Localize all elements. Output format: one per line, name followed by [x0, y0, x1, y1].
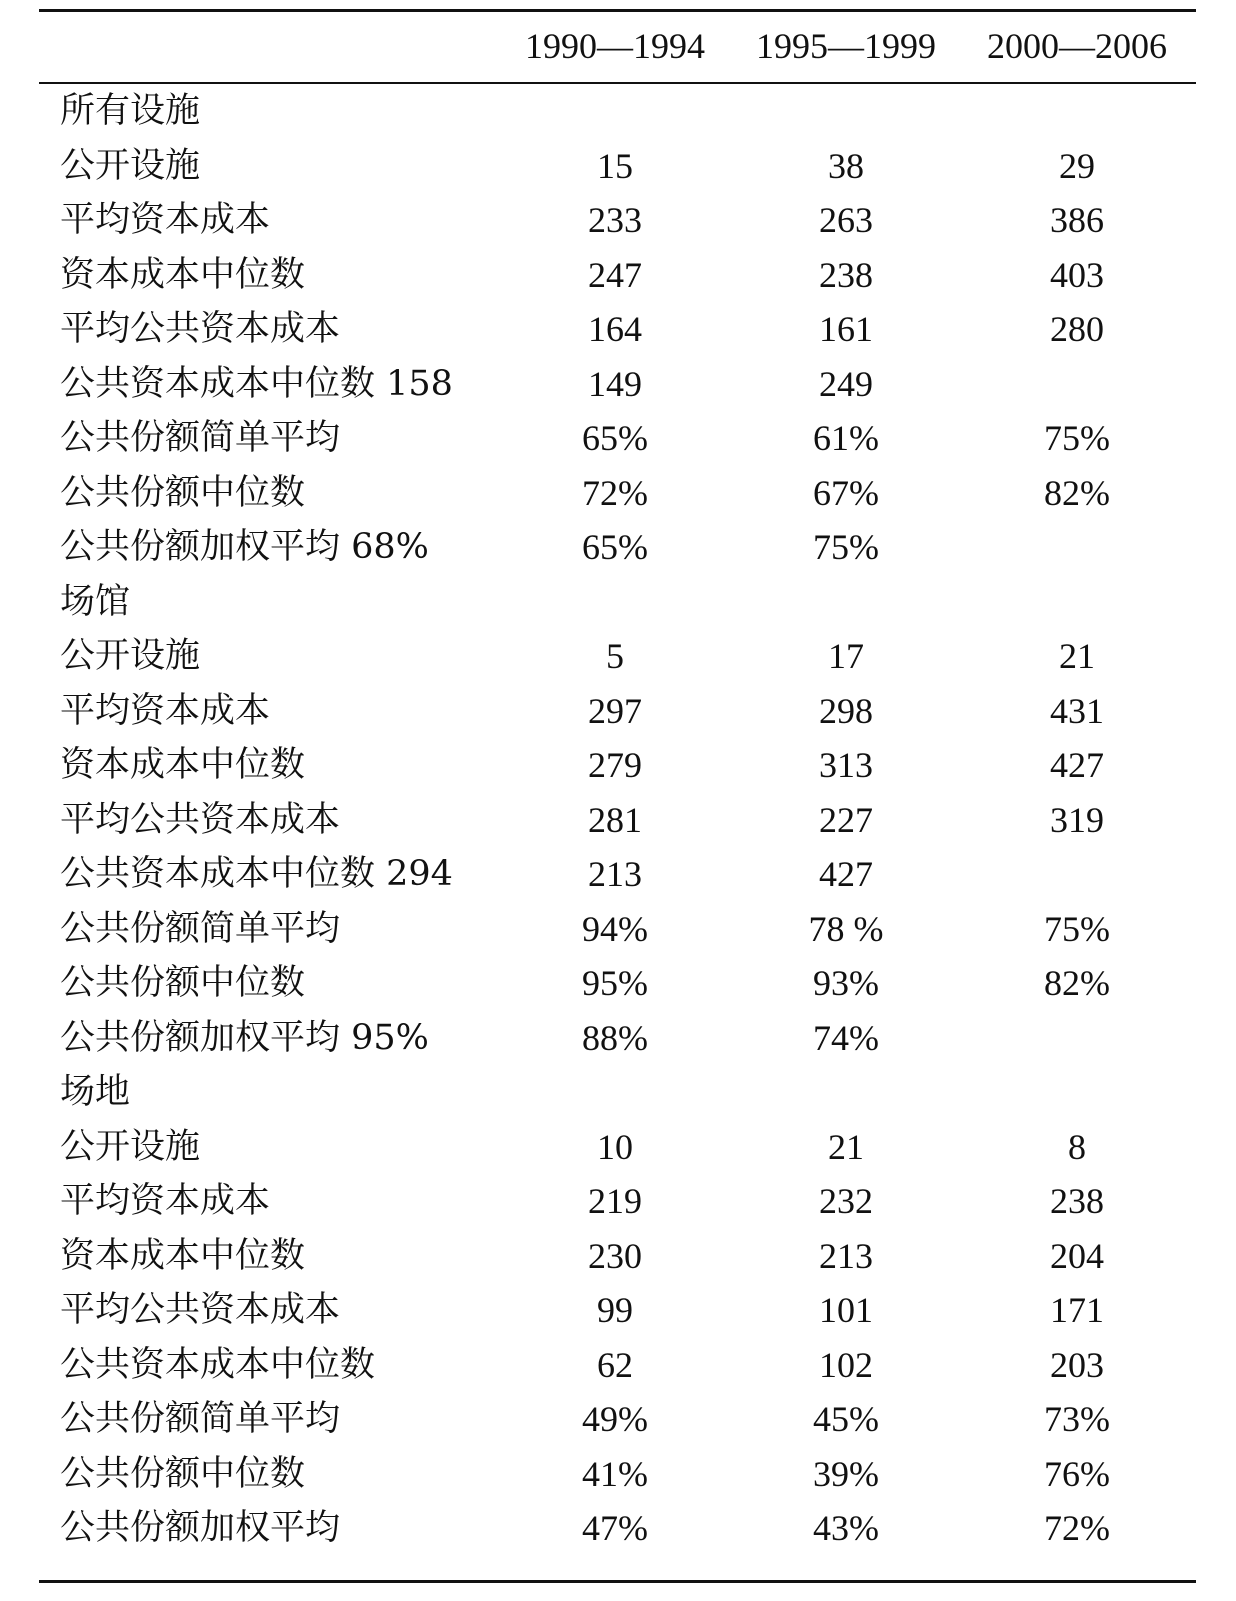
row-label: 平均资本成本	[60, 1181, 271, 1221]
table-row	[0, 193, 1236, 247]
table-cell: 82%	[1044, 963, 1110, 1003]
row-label: 公开设施	[60, 146, 201, 186]
table-row	[0, 902, 1236, 956]
table-cell: 386	[1050, 200, 1104, 240]
row-label: 公共份额中位数	[60, 473, 306, 513]
table-cell	[961, 1011, 1193, 1065]
table-cell: 249	[819, 364, 873, 404]
table-cell: 213	[819, 1236, 873, 1276]
table-cell: 76%	[1044, 1454, 1110, 1494]
table-cell: 297	[588, 691, 642, 731]
table-cell: 47%	[582, 1508, 648, 1548]
table-row	[0, 1501, 1236, 1555]
table-cell: 233	[588, 200, 642, 240]
table-bottom-rule	[39, 1580, 1196, 1583]
table-cell: 161	[819, 309, 873, 349]
table-cell: 94%	[582, 909, 648, 949]
table-row	[0, 357, 1236, 411]
table-cell: 88%	[582, 1018, 648, 1058]
row-label: 公共份额简单平均	[60, 909, 341, 949]
table-row	[0, 1065, 1236, 1119]
table-cell: 247	[588, 255, 642, 295]
table-cell: 21	[1059, 636, 1095, 676]
table-cell: 95%	[582, 963, 648, 1003]
table-cell	[961, 357, 1193, 411]
table-cell	[961, 84, 1193, 138]
table-cell: 21	[828, 1127, 864, 1167]
table-cell: 227	[819, 800, 873, 840]
table-cell: 72%	[582, 473, 648, 513]
table-cell: 75%	[1044, 418, 1110, 458]
row-label: 公共份额简单平均	[60, 418, 341, 458]
table-row	[0, 1447, 1236, 1501]
table-cell: 230	[588, 1236, 642, 1276]
table-cell: 43%	[813, 1508, 879, 1548]
table-cell	[730, 84, 962, 138]
table-cell: 38	[828, 146, 864, 186]
row-label: 平均资本成本	[60, 200, 271, 240]
table-cell: 213	[588, 854, 642, 894]
row-label: 公共份额加权平均	[60, 1508, 341, 1548]
table-row	[0, 1338, 1236, 1392]
table-row	[0, 1283, 1236, 1337]
table-cell	[961, 1065, 1193, 1119]
table-cell	[730, 1065, 962, 1119]
row-label: 所有设施	[60, 91, 201, 131]
table-cell: 17	[828, 636, 864, 676]
table-cell	[730, 575, 962, 629]
table-cell: 78 %	[808, 909, 884, 949]
table-cell: 15	[597, 146, 633, 186]
table-row	[0, 248, 1236, 302]
column-header-1995-1999: 1995—1999	[756, 26, 936, 66]
table-cell: 279	[588, 745, 642, 785]
table-cell: 238	[1050, 1181, 1104, 1221]
table-cell: 67%	[813, 473, 879, 513]
table-row	[0, 793, 1236, 847]
row-label: 资本成本中位数	[60, 255, 306, 295]
table-row	[0, 1011, 1236, 1065]
table-cell: 219	[588, 1181, 642, 1221]
table-row	[0, 1229, 1236, 1283]
table-cell: 62	[597, 1345, 633, 1385]
column-header-2000-2006: 2000—2006	[987, 26, 1167, 66]
table-cell: 75%	[813, 527, 879, 567]
table-cell: 403	[1050, 255, 1104, 295]
table-row	[0, 139, 1236, 193]
table-cell: 65%	[582, 527, 648, 567]
table-cell: 164	[588, 309, 642, 349]
table-cell: 101	[819, 1290, 873, 1330]
row-label: 平均资本成本	[60, 691, 271, 731]
table-cell: 203	[1050, 1345, 1104, 1385]
row-label: 场地	[60, 1072, 131, 1112]
row-label: 公共份额中位数	[60, 963, 306, 1003]
table-cell: 75%	[1044, 909, 1110, 949]
table-cell: 8	[1068, 1127, 1086, 1167]
table-row	[0, 629, 1236, 683]
row-label: 公开设施	[60, 636, 201, 676]
table-row	[0, 847, 1236, 901]
row-label: 平均公共资本成本	[60, 1290, 341, 1330]
table-cell: 74%	[813, 1018, 879, 1058]
row-label: 公共资本成本中位数	[60, 1345, 376, 1385]
table-cell: 73%	[1044, 1399, 1110, 1439]
table-row	[0, 1392, 1236, 1446]
table-cell: 49%	[582, 1399, 648, 1439]
row-label: 资本成本中位数	[60, 745, 306, 785]
table-cell: 238	[819, 255, 873, 295]
table-cell: 102	[819, 1345, 873, 1385]
table-row	[0, 466, 1236, 520]
table-cell: 263	[819, 200, 873, 240]
row-label: 场馆	[60, 582, 131, 622]
row-label: 公共资本成本中位数 158	[60, 364, 453, 404]
table-cell: 427	[1050, 745, 1104, 785]
table-cell: 82%	[1044, 473, 1110, 513]
table-cell: 93%	[813, 963, 879, 1003]
row-label: 公共份额中位数	[60, 1454, 306, 1494]
row-label: 平均公共资本成本	[60, 309, 341, 349]
row-label: 公共份额简单平均	[60, 1399, 341, 1439]
table-cell	[961, 847, 1193, 901]
table-cell: 29	[1059, 146, 1095, 186]
table-cell: 319	[1050, 800, 1104, 840]
table-cell: 431	[1050, 691, 1104, 731]
table-row	[0, 1120, 1236, 1174]
table-row	[0, 520, 1236, 574]
table-cell: 72%	[1044, 1508, 1110, 1548]
table-cell: 281	[588, 800, 642, 840]
table-cell: 45%	[813, 1399, 879, 1439]
row-label: 平均公共资本成本	[60, 800, 341, 840]
table-cell: 99	[597, 1290, 633, 1330]
table-cell: 149	[588, 364, 642, 404]
table-cell	[961, 520, 1193, 574]
table-row	[0, 84, 1236, 138]
table-row	[0, 684, 1236, 738]
table-cell: 39%	[813, 1454, 879, 1494]
table-cell: 298	[819, 691, 873, 731]
table-cell: 204	[1050, 1236, 1104, 1276]
table-cell: 61%	[813, 418, 879, 458]
table-cell: 171	[1050, 1290, 1104, 1330]
row-label: 公共份额加权平均 95%	[60, 1018, 429, 1058]
row-label: 公开设施	[60, 1127, 201, 1167]
table-cell: 427	[819, 854, 873, 894]
row-label: 公共份额加权平均 68%	[60, 527, 429, 567]
table-cell: 232	[819, 1181, 873, 1221]
table-cell: 5	[606, 636, 624, 676]
row-label: 资本成本中位数	[60, 1236, 306, 1276]
table-row	[0, 956, 1236, 1010]
table-cell: 280	[1050, 309, 1104, 349]
table-cell	[499, 1065, 731, 1119]
table-cell: 41%	[582, 1454, 648, 1494]
column-header-1990-1994: 1990—1994	[525, 26, 705, 66]
table-row	[0, 411, 1236, 465]
table-row	[0, 575, 1236, 629]
table-cell: 313	[819, 745, 873, 785]
table-cell: 65%	[582, 418, 648, 458]
table-row	[0, 1174, 1236, 1228]
table-cell	[961, 575, 1193, 629]
row-label: 公共资本成本中位数 294	[60, 854, 453, 894]
table-row	[0, 738, 1236, 792]
table-row	[0, 302, 1236, 356]
table-cell	[499, 575, 731, 629]
table-cell: 10	[597, 1127, 633, 1167]
table-cell	[499, 84, 731, 138]
